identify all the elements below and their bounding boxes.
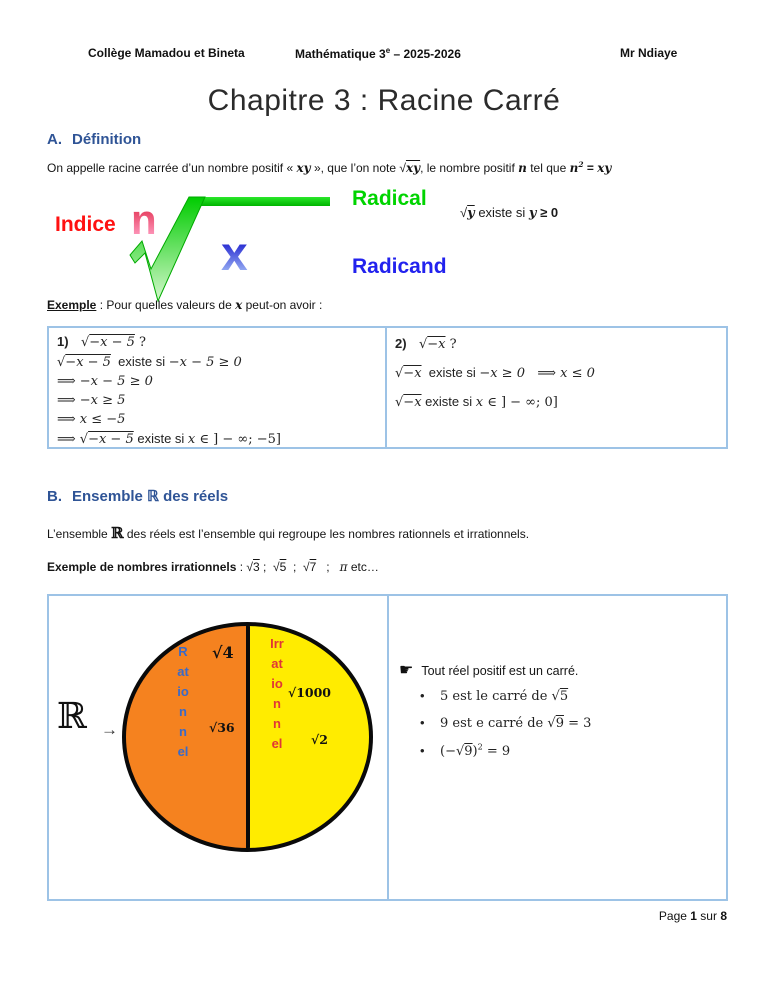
math-line: ⟹ x ≤ −5 bbox=[57, 412, 126, 427]
bullet-icon: • bbox=[420, 743, 425, 759]
existence-condition: √y existe si y ≥ 0 bbox=[460, 205, 559, 221]
math-line: ⟹ −x ≥ 5 bbox=[57, 393, 126, 408]
rationals-irrationals-circle bbox=[122, 622, 373, 852]
section-a-number: A. bbox=[47, 131, 62, 148]
math-line: √−x existe si x ∈ ] − ∞; 0] bbox=[395, 394, 558, 410]
bullet-item bbox=[420, 688, 568, 704]
real-set-symbol: ℝ bbox=[57, 696, 87, 737]
header-teacher-text: Mr Ndiaye bbox=[620, 46, 678, 60]
index-letter-n: n bbox=[131, 196, 157, 243]
header-subject-post: – 2025-2026 bbox=[390, 47, 461, 61]
section-a-heading bbox=[47, 131, 141, 148]
math-line: √−x − 5 existe si −x − 5 ≥ 0 bbox=[57, 354, 242, 370]
sqrt2-label: √2 bbox=[311, 732, 328, 747]
examples-table bbox=[47, 326, 728, 449]
bullet-item bbox=[420, 743, 510, 759]
bullet-item bbox=[420, 715, 591, 731]
sqrt1000-label: √1000 bbox=[288, 685, 332, 700]
section-b-label: Ensemble ℝ des réels bbox=[72, 488, 229, 505]
rationnel-vertical-label: Rationnel bbox=[177, 644, 189, 759]
note-text: Tout réel positif est un carré. bbox=[421, 664, 579, 678]
header-school-text: Collège Mamadou et Bineta bbox=[88, 46, 245, 60]
bullet-icon: • bbox=[420, 715, 425, 730]
reals-figure-notes-panel bbox=[387, 596, 726, 899]
section-b-heading bbox=[47, 487, 228, 505]
indice-label: Indice bbox=[55, 213, 116, 236]
reals-figure bbox=[47, 594, 728, 901]
page-number: Page 1 sur 8 bbox=[658, 909, 727, 923]
header-subject-pre: Mathématique 3 bbox=[295, 47, 386, 61]
header-teacher bbox=[620, 46, 677, 60]
exemple-line: Exemple : Pour quelles valeurs de x peut-on avoir : bbox=[47, 298, 323, 312]
bullet-text: $(-√9)^2 = 9$ bbox=[440, 743, 511, 760]
math-line: √−x existe si −x ≥ 0 ⟹ x ≤ 0 bbox=[395, 365, 595, 381]
radicand-letter-x: x bbox=[221, 228, 248, 281]
bullet-text: 9 est e carré de √9 = 3 bbox=[440, 716, 592, 731]
arrow-right-icon: → bbox=[101, 720, 118, 739]
bullet-text: 5 est le carré de √5 bbox=[440, 689, 569, 704]
circle-divider bbox=[246, 626, 250, 848]
section-a-label: Définition bbox=[72, 131, 142, 148]
sqrt4-label: √4 bbox=[212, 643, 234, 662]
section-b-number: B. bbox=[47, 488, 62, 505]
reals-paragraph: L’ensemble ℝ des réels est l’ensemble qui regroupe les nombres rationnels et irrationnels. bbox=[47, 524, 530, 542]
sqrt36-label: √36 bbox=[209, 720, 235, 735]
reals-figure-diagram-panel bbox=[49, 596, 387, 899]
table-cell-example-1 bbox=[49, 328, 385, 447]
header-subject-sup: e bbox=[385, 46, 391, 55]
header-subject bbox=[295, 46, 461, 61]
radical-label: Radical bbox=[352, 187, 427, 210]
pointing-hand-icon: ☛ bbox=[399, 662, 414, 679]
page-title: Chapitre 3 : Racine Carré bbox=[207, 84, 561, 117]
irrationnel-vertical-label: Irrationnel bbox=[270, 636, 284, 751]
definition-paragraph: On appelle racine carrée d’un nombre positif « xy », que l’on note √xy, le nombre positif n tel que $n^2$ = xy bbox=[47, 160, 612, 175]
math-line: ⟹ √−x − 5 existe si x ∈ ] − ∞; −5] bbox=[57, 431, 281, 447]
header-school bbox=[88, 46, 245, 60]
note-line bbox=[399, 660, 578, 680]
radicand-label: Radicand bbox=[352, 255, 447, 278]
table-cell-example-2 bbox=[385, 328, 726, 447]
math-line: ⟹ −x − 5 ≥ 0 bbox=[57, 374, 153, 389]
bullet-icon: • bbox=[420, 688, 425, 703]
math-line: 2) √−x ? bbox=[395, 336, 457, 352]
irrationals-line: Exemple de nombres irrationnels : √3 ; √5 ; √7 ; π etc… bbox=[47, 560, 379, 574]
math-line: 1) √−x − 5 ? bbox=[57, 334, 147, 350]
